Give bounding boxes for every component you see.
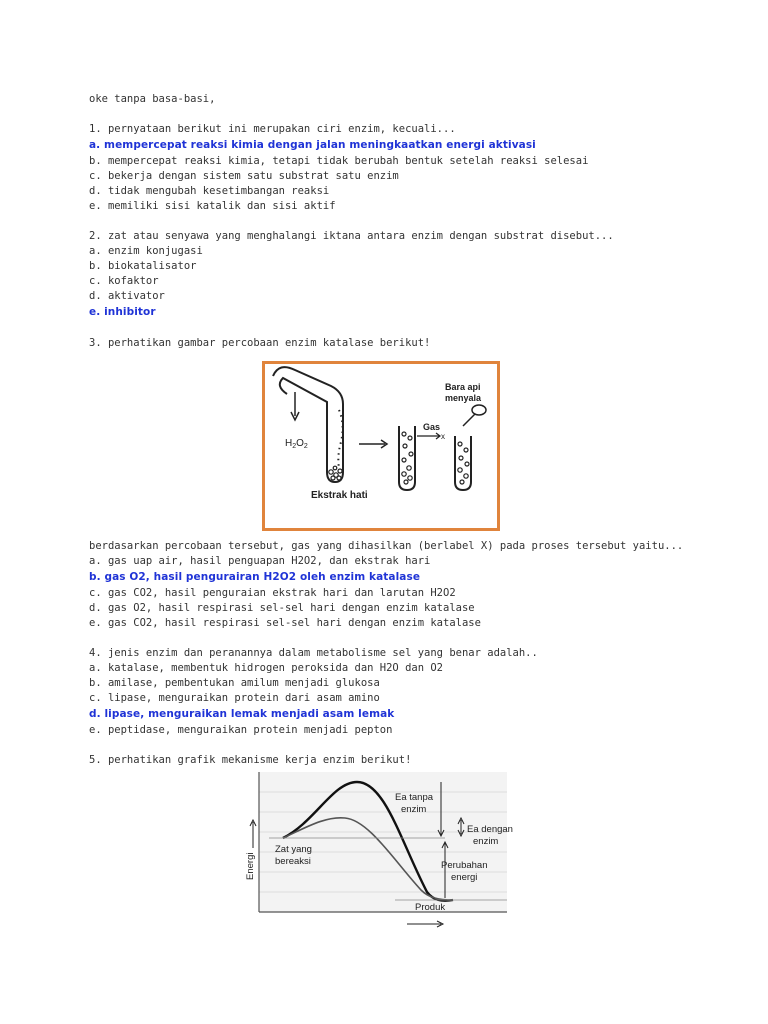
reactant-label-2: bereaksi xyxy=(275,856,311,867)
q1-option-e: e. memiliki sisi katalik dan sisi aktif xyxy=(89,200,336,212)
gas-label: Gas xyxy=(423,422,441,432)
liver-extract-bubbles xyxy=(329,466,342,480)
q2-option-d: d. aktivator xyxy=(89,290,165,302)
ea-with-enzyme-label-1: Ea dengan xyxy=(467,824,513,835)
pour-dots xyxy=(338,410,342,468)
ea-with-enzyme-label-2: enzim xyxy=(473,836,499,847)
reactant-label-1: Zat yang xyxy=(275,844,312,855)
y-axis-label: Energi xyxy=(245,852,256,880)
gas-x-label: x xyxy=(441,432,445,441)
q3-option-a: a. gas uap air, hasil penguapan H2O2, dan ekstrak hari xyxy=(89,555,431,567)
q1-option-a-answer: a. mempercepat reaksi kimia dengan jalan meningkaatkan energi aktivasi xyxy=(89,139,536,151)
q1-option-c: c. bekerja dengan sistem satu substrat satu enzim xyxy=(89,170,399,182)
second-tube-bubbles xyxy=(402,432,413,484)
q3-option-b-answer: b. gas O2, hasil pengurairan H2O2 oleh enzim katalase xyxy=(89,571,421,583)
product-label: Produk xyxy=(415,902,446,913)
q4-option-c: c. lipase, menguraikan protein dari asam amino xyxy=(89,692,380,704)
enzyme-energy-diagram xyxy=(245,772,521,932)
q2-option-e-answer: e. inhibitor xyxy=(89,306,156,318)
q4-question: 4. jenis enzim dan peranannya dalam metabolisme sel yang benar adalah.. xyxy=(89,647,538,659)
q5-question: 5. perhatikan grafik mekanisme kerja enzim berikut! xyxy=(89,754,412,766)
q3-option-e: e. gas CO2, hasil respirasi sel-sel hari dengan enzim katalase xyxy=(89,617,481,629)
intro-text: oke tanpa basa-basi, xyxy=(89,93,216,105)
q2-question: 2. zat atau senyawa yang menghalangi iktana antara enzim dengan substrat disebut... xyxy=(89,230,614,242)
graph-background xyxy=(259,772,507,912)
third-tube-bubbles xyxy=(458,442,469,484)
document-body xyxy=(89,92,749,932)
glowing-splint-label-1: Bara api xyxy=(445,382,481,392)
q2-option-b: b. biokatalisator xyxy=(89,260,197,272)
ea-without-enzyme-label-1: Ea tanpa xyxy=(395,792,434,803)
ea-without-enzyme-label-2: enzim xyxy=(401,804,427,815)
energy-change-label-1: Perubahan xyxy=(441,860,488,871)
q3-question: 3. perhatikan gambar percobaan enzim katalase berikut! xyxy=(89,337,431,349)
h2o2-label: $H_2O_2$ xyxy=(285,438,308,450)
q2-option-c: c. kofaktor xyxy=(89,275,159,287)
q1-option-d: d. tidak mengubah kesetimbangan reaksi xyxy=(89,185,330,197)
glowing-splint-label-2: menyala xyxy=(445,393,482,403)
liver-extract-label: Ekstrak hati xyxy=(311,490,368,501)
q1-question: 1. pernyataan berikut ini merupakan ciri enzim, kecuali... xyxy=(89,123,456,135)
q3-option-d: d. gas O2, hasil respirasi sel-sel hari dengan enzim katalase xyxy=(89,602,475,614)
q3-option-c: c. gas CO2, hasil penguraian ekstrak hari dan larutan H2O2 xyxy=(89,587,456,599)
q2-option-a: a. enzim konjugasi xyxy=(89,245,203,257)
enzyme-energy-graph-figure xyxy=(245,772,521,932)
q4-option-b: b. amilase, pembentukan amilum menjadi glukosa xyxy=(89,677,380,689)
q4-option-a: a. katalase, membentuk hidrogen peroksida dan H2O dan O2 xyxy=(89,662,444,674)
q1-option-b: b. mempercepat reaksi kimia, tetapi tidak berubah bentuk setelah reaksi selesai xyxy=(89,155,589,167)
catalase-experiment-diagram xyxy=(265,364,497,528)
q3-followup: berdasarkan percobaan tersebut, gas yang dihasilkan (berlabel X) pada proses tersebut yaitu... xyxy=(89,540,684,552)
glowing-splint-icon xyxy=(472,405,486,415)
q4-option-e: e. peptidase, menguraikan protein menjadi pepton xyxy=(89,724,393,736)
q4-option-d-answer: d. lipase, menguraikan lemak menjadi asam lemak xyxy=(89,708,395,720)
bent-test-tube xyxy=(273,367,343,482)
energy-change-label-2: energi xyxy=(451,872,478,883)
catalase-experiment-figure xyxy=(262,361,500,531)
